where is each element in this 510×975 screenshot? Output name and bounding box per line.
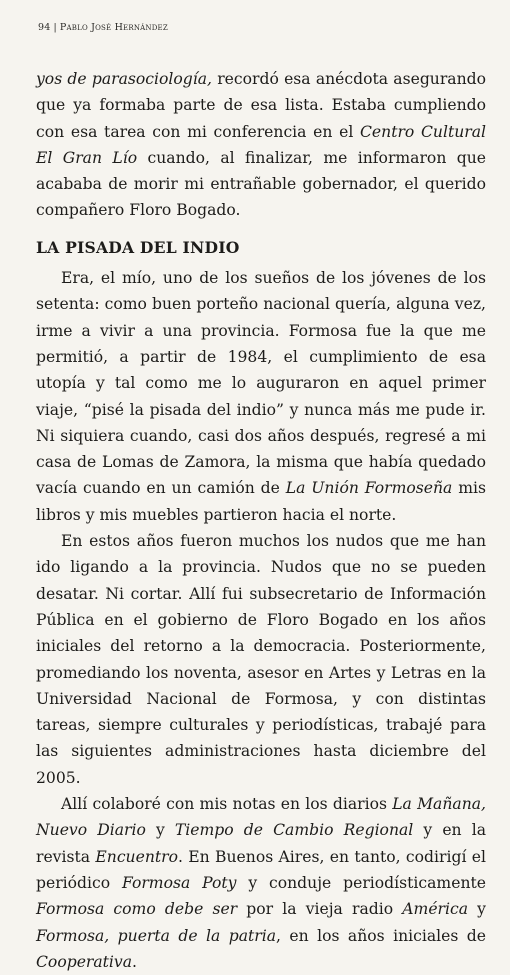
italic-text: Centro Cultural El Gran Lío (36, 122, 486, 167)
paragraph-2 (36, 265, 486, 528)
text-run: recordó esa anécdota asegurando que ya formaba parte de esa lista. Estaba cumpliendo con esa tarea con mi conferencia en el (36, 70, 487, 141)
text-run: por la vieja radio (237, 900, 403, 919)
text-run: . (132, 952, 137, 971)
text-run: y (468, 900, 486, 919)
text-run: cuando, al finalizar, me informaron que acababa de morir mi entrañable gobernador, el querido compañero Floro Bogado. (36, 148, 487, 220)
italic-text: La Mañana, Nuevo Diario (36, 795, 486, 840)
text-run: Era, el mío, uno de los sueños de los jóvenes de los setenta: como buen porteño nacional quería, alguna vez, irme a vivir a una provincia. Formosa fue la que me permitió, a partir de 1984, el cumplimiento de esa utopía y tal como me lo auguraron en aquel primer viaje, “pisé la pisada del indio” y nunca más me pude ir. Ni siquiera cuando, casi dos años después, regresé a mi casa de Lomas de Zamora, la misma que había quedado vacía cuando en un camión de (36, 269, 486, 498)
page-body (36, 66, 486, 975)
paragraph-3 (36, 528, 486, 791)
section-gap (36, 224, 486, 233)
text-run: , en los años iniciales de (276, 926, 486, 945)
italic-text: Formosa Poty (122, 873, 237, 892)
section-heading: LA PISADA DEL INDIO (36, 237, 240, 257)
text-run: mis libros y mis muebles partieron hacia el norte. (36, 479, 487, 524)
italic-text: yos de parasociología, (36, 70, 212, 88)
italic-text: Cooperativa (36, 952, 133, 971)
author-name: Pablo José Hernández (59, 22, 168, 33)
italic-text: Formosa como debe ser (36, 900, 238, 919)
text-run: y conduje periodísticamente (236, 873, 486, 892)
italic-text: América (402, 900, 469, 919)
text-run: En estos años fueron muchos los nudos que me han ido ligando a la provincia. Nudos que no se pueden desatar. Ni cortar. Allí fui subsecretario de Información Pública en el gobierno de Floro Bogado en los años iniciales del retorno a la democracia. Posteriormente, promediando los noventa, asesor en Artes y Letras en la Universidad Nacional de Formosa, y con distintas tareas, siempre culturales y periodísticas, trabajé para las siguientes administraciones hasta diciembre del 2005. (36, 532, 486, 787)
paragraph-4 (36, 791, 486, 975)
text-run: y en la revista (36, 821, 486, 866)
running-header (38, 22, 168, 33)
italic-text: Tiempo de Cambio Regional (174, 821, 414, 840)
text-run: . En Buenos Aires, en tanto, codirigí el periódico (36, 847, 486, 892)
text-run: Allí colaboré con mis notas en los diarios (61, 795, 393, 814)
text-run: y (145, 821, 175, 840)
paragraph-1 (36, 66, 486, 224)
italic-text: Encuentro (95, 847, 178, 866)
italic-text: Formosa, puerta de la patria (36, 926, 277, 945)
italic-text: La Unión Formoseña (285, 479, 453, 498)
page-number: 94 (38, 22, 51, 33)
header-separator: | (53, 22, 57, 33)
